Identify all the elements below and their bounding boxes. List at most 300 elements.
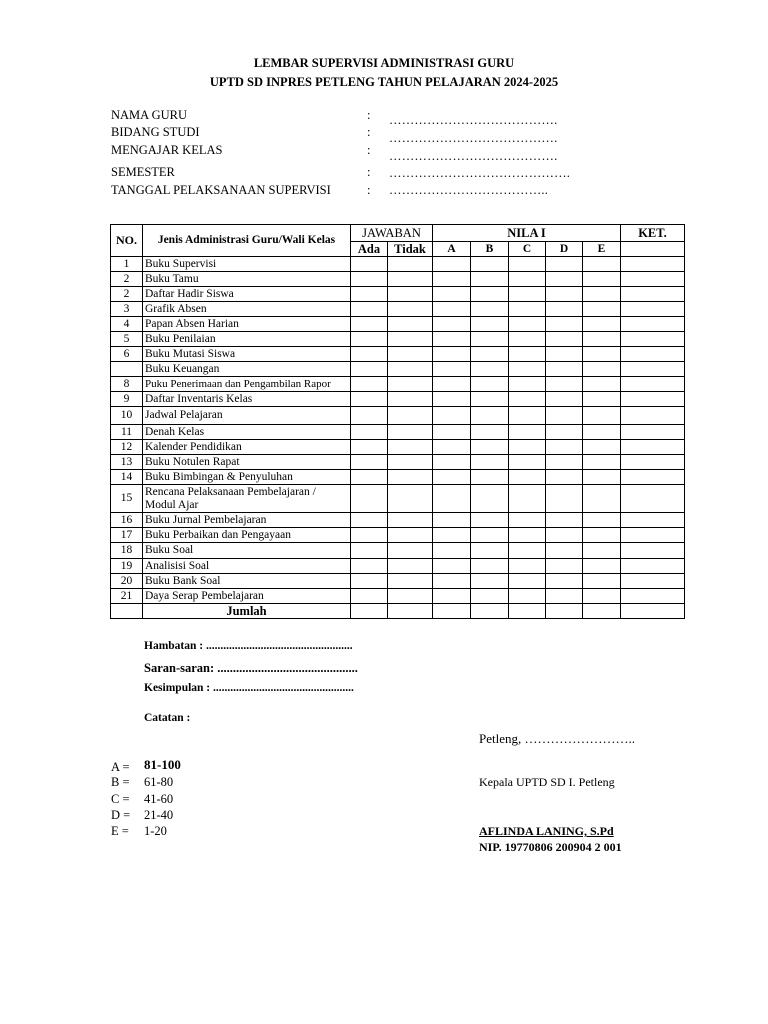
header-jawaban: JAWABAN bbox=[351, 225, 433, 242]
cell-tidak[interactable] bbox=[388, 559, 433, 574]
cell-e[interactable] bbox=[583, 332, 621, 347]
grade-d-range: 21-40 bbox=[144, 808, 174, 822]
total-cell-ada[interactable] bbox=[351, 604, 388, 619]
cell-e[interactable] bbox=[583, 287, 621, 302]
cell-ket[interactable] bbox=[621, 485, 685, 513]
grade-e-range: 1-20 bbox=[144, 824, 167, 838]
cell-tidak[interactable] bbox=[388, 272, 433, 287]
cell-a[interactable] bbox=[433, 485, 471, 513]
cell-ada[interactable] bbox=[351, 302, 388, 317]
cell-a[interactable] bbox=[433, 440, 471, 455]
cell-d[interactable] bbox=[546, 589, 583, 604]
cell-c[interactable] bbox=[509, 377, 546, 392]
cell-tidak[interactable] bbox=[388, 543, 433, 559]
table-row bbox=[111, 485, 685, 513]
table-row bbox=[111, 257, 685, 272]
cell-d[interactable] bbox=[546, 407, 583, 425]
cell-e[interactable] bbox=[583, 392, 621, 407]
row-number: 10 bbox=[111, 407, 143, 425]
cell-b[interactable] bbox=[471, 440, 509, 455]
mengajar-kelas-field[interactable]: …………………………………. bbox=[389, 149, 558, 163]
cell-e[interactable] bbox=[583, 470, 621, 485]
header-a: A bbox=[433, 242, 471, 257]
cell-c[interactable] bbox=[509, 332, 546, 347]
total-cell-ket[interactable] bbox=[621, 604, 685, 619]
row-item-label: Buku Tamu bbox=[143, 272, 351, 287]
row-item-label: Buku Perbaikan dan Pengayaan bbox=[143, 528, 351, 543]
cell-ket[interactable] bbox=[621, 287, 685, 302]
cell-b[interactable] bbox=[471, 317, 509, 332]
cell-d[interactable] bbox=[546, 332, 583, 347]
row-item-label: Grafik Absen bbox=[143, 302, 351, 317]
header-d: D bbox=[546, 242, 583, 257]
total-cell-c[interactable] bbox=[509, 604, 546, 619]
signatory-nip: NIP. 19770806 200904 2 001 bbox=[479, 840, 622, 854]
saran-line[interactable]: Saran-saran: ............................................. bbox=[144, 661, 358, 675]
row-number: 8 bbox=[111, 377, 143, 392]
bidang-studi-label: BIDANG STUDI bbox=[111, 125, 200, 139]
row-item-label: Daftar Inventaris Kelas bbox=[143, 392, 351, 407]
cell-ket[interactable] bbox=[621, 470, 685, 485]
cell-c[interactable] bbox=[509, 302, 546, 317]
cell-tidak[interactable] bbox=[388, 455, 433, 470]
cell-a[interactable] bbox=[433, 317, 471, 332]
cell-ada[interactable] bbox=[351, 362, 388, 377]
cell-a[interactable] bbox=[433, 257, 471, 272]
cell-c[interactable] bbox=[509, 272, 546, 287]
row-number: 15 bbox=[111, 485, 143, 513]
row-item-label: Buku Penilaian bbox=[143, 332, 351, 347]
cell-b[interactable] bbox=[471, 543, 509, 559]
cell-a[interactable] bbox=[433, 347, 471, 362]
row-item-label: Papan Absen Harian bbox=[143, 317, 351, 332]
table-row bbox=[111, 528, 685, 543]
total-blank bbox=[111, 604, 143, 619]
cell-e[interactable] bbox=[583, 513, 621, 528]
cell-e[interactable] bbox=[583, 257, 621, 272]
cell-tidak[interactable] bbox=[388, 332, 433, 347]
cell-c[interactable] bbox=[509, 513, 546, 528]
cell-ada[interactable] bbox=[351, 257, 388, 272]
cell-a[interactable] bbox=[433, 332, 471, 347]
cell-e[interactable] bbox=[583, 272, 621, 287]
cell-e[interactable] bbox=[583, 302, 621, 317]
cell-a[interactable] bbox=[433, 407, 471, 425]
row-item-label: Analisisi Soal bbox=[143, 559, 351, 574]
row-item-label: Buku Bimbingan & Penyuluhan bbox=[143, 470, 351, 485]
table-row bbox=[111, 317, 685, 332]
cell-b[interactable] bbox=[471, 589, 509, 604]
cell-a[interactable] bbox=[433, 377, 471, 392]
cell-b[interactable] bbox=[471, 559, 509, 574]
cell-e[interactable] bbox=[583, 543, 621, 559]
cell-ada[interactable] bbox=[351, 543, 388, 559]
row-number: 20 bbox=[111, 574, 143, 589]
cell-e[interactable] bbox=[583, 347, 621, 362]
cell-ada[interactable] bbox=[351, 528, 388, 543]
cell-d[interactable] bbox=[546, 440, 583, 455]
row-number: 2 bbox=[111, 272, 143, 287]
cell-d[interactable] bbox=[546, 574, 583, 589]
cell-ada[interactable] bbox=[351, 317, 388, 332]
cell-ket[interactable] bbox=[621, 257, 685, 272]
cell-a[interactable] bbox=[433, 470, 471, 485]
cell-tidak[interactable] bbox=[388, 425, 433, 440]
cell-c[interactable] bbox=[509, 317, 546, 332]
cell-b[interactable] bbox=[471, 332, 509, 347]
cell-b[interactable] bbox=[471, 455, 509, 470]
cell-e[interactable] bbox=[583, 440, 621, 455]
cell-a[interactable] bbox=[433, 574, 471, 589]
cell-ket[interactable] bbox=[621, 589, 685, 604]
row-number: 17 bbox=[111, 528, 143, 543]
row-item-label: Buku Notulen Rapat bbox=[143, 455, 351, 470]
grade-b-letter: B = bbox=[111, 775, 130, 789]
cell-d[interactable] bbox=[546, 347, 583, 362]
cell-ket[interactable] bbox=[621, 407, 685, 425]
cell-tidak[interactable] bbox=[388, 362, 433, 377]
cell-b[interactable] bbox=[471, 528, 509, 543]
mengajar-kelas-colon: : bbox=[367, 143, 371, 157]
header-ada: Ada bbox=[351, 242, 388, 257]
header-nilai: NILA I bbox=[433, 225, 621, 242]
cell-a[interactable] bbox=[433, 528, 471, 543]
cell-d[interactable] bbox=[546, 513, 583, 528]
cell-ket[interactable] bbox=[621, 377, 685, 392]
cell-b[interactable] bbox=[471, 287, 509, 302]
cell-b[interactable] bbox=[471, 362, 509, 377]
cell-c[interactable] bbox=[509, 407, 546, 425]
row-number: 1 bbox=[111, 257, 143, 272]
row-item-label: Daya Serap Pembelajaran bbox=[143, 589, 351, 604]
total-cell-b[interactable] bbox=[471, 604, 509, 619]
row-item-label: Buku Jurnal Pembelajaran bbox=[143, 513, 351, 528]
cell-b[interactable] bbox=[471, 347, 509, 362]
semester-field[interactable]: ……………………………………. bbox=[389, 166, 571, 180]
row-number: 13 bbox=[111, 455, 143, 470]
cell-d[interactable] bbox=[546, 528, 583, 543]
document-subtitle: UPTD SD INPRES PETLENG TAHUN PELAJARAN 2024-2025 bbox=[209, 75, 559, 89]
place-date[interactable]: Petleng, …………………….. bbox=[479, 731, 635, 746]
bidang-studi-colon: : bbox=[367, 125, 371, 139]
cell-ket[interactable] bbox=[621, 513, 685, 528]
cell-a[interactable] bbox=[433, 455, 471, 470]
grade-b-range: 61-80 bbox=[144, 775, 174, 789]
kesimpulan-line[interactable]: Kesimpulan : ................................................. bbox=[144, 682, 354, 694]
grade-c-letter: C = bbox=[111, 792, 130, 806]
row-number: 16 bbox=[111, 513, 143, 528]
cell-tidak[interactable] bbox=[388, 528, 433, 543]
cell-c[interactable] bbox=[509, 528, 546, 543]
table-row bbox=[111, 455, 685, 470]
table-row bbox=[111, 543, 685, 559]
cell-ket[interactable] bbox=[621, 559, 685, 574]
cell-ada[interactable] bbox=[351, 377, 388, 392]
signatory-name: AFLINDA LANING, S.Pd bbox=[479, 824, 614, 838]
cell-ket[interactable] bbox=[621, 302, 685, 317]
cell-tidak[interactable] bbox=[388, 470, 433, 485]
cell-c[interactable] bbox=[509, 257, 546, 272]
cell-ada[interactable] bbox=[351, 485, 388, 513]
cell-c[interactable] bbox=[509, 470, 546, 485]
total-label: Jumlah bbox=[143, 604, 351, 619]
hambatan-line[interactable]: Hambatan : ................................................... bbox=[144, 640, 353, 652]
cell-ket[interactable] bbox=[621, 574, 685, 589]
cell-tidak[interactable] bbox=[388, 513, 433, 528]
cell-ket[interactable] bbox=[621, 440, 685, 455]
grade-a-range: 81-100 bbox=[144, 757, 181, 772]
row-number bbox=[111, 362, 143, 377]
cell-ket[interactable] bbox=[621, 362, 685, 377]
cell-b[interactable] bbox=[471, 470, 509, 485]
cell-ada[interactable] bbox=[351, 347, 388, 362]
grade-e-letter: E = bbox=[111, 824, 129, 838]
cell-b[interactable] bbox=[471, 425, 509, 440]
table-row bbox=[111, 470, 685, 485]
cell-e[interactable] bbox=[583, 362, 621, 377]
cell-b[interactable] bbox=[471, 377, 509, 392]
grade-a-letter: A = bbox=[111, 760, 130, 774]
cell-e[interactable] bbox=[583, 589, 621, 604]
cell-tidak[interactable] bbox=[388, 257, 433, 272]
cell-ket[interactable] bbox=[621, 317, 685, 332]
row-number: 4 bbox=[111, 317, 143, 332]
cell-c[interactable] bbox=[509, 287, 546, 302]
row-item-label: Buku Keuangan bbox=[143, 362, 351, 377]
row-number: 9 bbox=[111, 392, 143, 407]
tanggal-colon: : bbox=[367, 183, 371, 197]
document-title: LEMBAR SUPERVISI ADMINISTRASI GURU bbox=[253, 56, 515, 70]
row-item-label: Rencana Pelaksanaan Pembelajaran / Modul Ajar bbox=[143, 485, 351, 513]
cell-c[interactable] bbox=[509, 455, 546, 470]
cell-tidak[interactable] bbox=[388, 392, 433, 407]
table-row bbox=[111, 287, 685, 302]
cell-ket[interactable] bbox=[621, 528, 685, 543]
row-item-label: Jadwal Pelajaran bbox=[143, 407, 351, 425]
row-number: 12 bbox=[111, 440, 143, 455]
table-row bbox=[111, 392, 685, 407]
row-item-label: Buku Soal bbox=[143, 543, 351, 559]
cell-a[interactable] bbox=[433, 272, 471, 287]
cell-a[interactable] bbox=[433, 513, 471, 528]
cell-b[interactable] bbox=[471, 302, 509, 317]
table-row bbox=[111, 559, 685, 574]
cell-ket[interactable] bbox=[621, 425, 685, 440]
cell-d[interactable] bbox=[546, 317, 583, 332]
cell-ada[interactable] bbox=[351, 407, 388, 425]
cell-tidak[interactable] bbox=[388, 574, 433, 589]
supervision-table bbox=[110, 224, 685, 619]
row-item-label: Daftar Hadir Siswa bbox=[143, 287, 351, 302]
semester-label: SEMESTER bbox=[111, 165, 175, 179]
cell-a[interactable] bbox=[433, 287, 471, 302]
cell-c[interactable] bbox=[509, 589, 546, 604]
grade-c-range: 41-60 bbox=[144, 792, 174, 806]
row-item-label: Denah Kelas bbox=[143, 425, 351, 440]
header-c: C bbox=[509, 242, 546, 257]
cell-ada[interactable] bbox=[351, 332, 388, 347]
row-number: 21 bbox=[111, 589, 143, 604]
total-cell-e[interactable] bbox=[583, 604, 621, 619]
cell-tidak[interactable] bbox=[388, 407, 433, 425]
total-row bbox=[111, 604, 685, 619]
table-row bbox=[111, 574, 685, 589]
cell-ada[interactable] bbox=[351, 559, 388, 574]
catatan-label: Catatan : bbox=[144, 712, 191, 724]
row-item-label: Buku Mutasi Siswa bbox=[143, 347, 351, 362]
cell-tidak[interactable] bbox=[388, 589, 433, 604]
cell-e[interactable] bbox=[583, 559, 621, 574]
tanggal-label: TANGGAL PELAKSANAAN SUPERVISI bbox=[111, 183, 331, 197]
row-item-label: Kalender Pendidikan bbox=[143, 440, 351, 455]
cell-d[interactable] bbox=[546, 392, 583, 407]
mengajar-kelas-label: MENGAJAR KELAS bbox=[111, 143, 223, 157]
header-jenis: Jenis Administrasi Guru/Wali Kelas bbox=[143, 225, 351, 257]
cell-b[interactable] bbox=[471, 257, 509, 272]
header-b: B bbox=[471, 242, 509, 257]
cell-ket[interactable] bbox=[621, 543, 685, 559]
cell-ket[interactable] bbox=[621, 455, 685, 470]
cell-d[interactable] bbox=[546, 455, 583, 470]
cell-ada[interactable] bbox=[351, 589, 388, 604]
cell-d[interactable] bbox=[546, 272, 583, 287]
cell-d[interactable] bbox=[546, 559, 583, 574]
nama-guru-field[interactable]: …………………………………. bbox=[389, 113, 558, 127]
cell-ada[interactable] bbox=[351, 513, 388, 528]
cell-tidak[interactable] bbox=[388, 377, 433, 392]
cell-ada[interactable] bbox=[351, 574, 388, 589]
cell-b[interactable] bbox=[471, 272, 509, 287]
cell-c[interactable] bbox=[509, 362, 546, 377]
row-number: 14 bbox=[111, 470, 143, 485]
cell-e[interactable] bbox=[583, 317, 621, 332]
cell-ket[interactable] bbox=[621, 272, 685, 287]
cell-b[interactable] bbox=[471, 392, 509, 407]
cell-d[interactable] bbox=[546, 287, 583, 302]
cell-d[interactable] bbox=[546, 362, 583, 377]
row-item-label: Buku Bank Soal bbox=[143, 574, 351, 589]
cell-ket[interactable] bbox=[621, 332, 685, 347]
header-ket-blank bbox=[621, 242, 685, 257]
table-row bbox=[111, 589, 685, 604]
signatory-position: Kepala UPTD SD I. Petleng bbox=[479, 775, 615, 789]
cell-ada[interactable] bbox=[351, 272, 388, 287]
header-no: NO. bbox=[111, 225, 143, 257]
cell-a[interactable] bbox=[433, 392, 471, 407]
cell-d[interactable] bbox=[546, 257, 583, 272]
cell-e[interactable] bbox=[583, 377, 621, 392]
cell-d[interactable] bbox=[546, 377, 583, 392]
cell-d[interactable] bbox=[546, 485, 583, 513]
nama-guru-colon: : bbox=[367, 108, 371, 122]
cell-c[interactable] bbox=[509, 485, 546, 513]
table-row bbox=[111, 332, 685, 347]
cell-d[interactable] bbox=[546, 425, 583, 440]
cell-ada[interactable] bbox=[351, 455, 388, 470]
row-number: 5 bbox=[111, 332, 143, 347]
cell-a[interactable] bbox=[433, 589, 471, 604]
cell-e[interactable] bbox=[583, 528, 621, 543]
total-cell-d[interactable] bbox=[546, 604, 583, 619]
table-row bbox=[111, 362, 685, 377]
cell-b[interactable] bbox=[471, 513, 509, 528]
grade-d-letter: D = bbox=[111, 808, 131, 822]
table-row bbox=[111, 425, 685, 440]
cell-e[interactable] bbox=[583, 425, 621, 440]
cell-tidak[interactable] bbox=[388, 287, 433, 302]
table-row bbox=[111, 377, 685, 392]
cell-tidak[interactable] bbox=[388, 302, 433, 317]
cell-ada[interactable] bbox=[351, 470, 388, 485]
cell-d[interactable] bbox=[546, 302, 583, 317]
cell-d[interactable] bbox=[546, 470, 583, 485]
cell-ada[interactable] bbox=[351, 287, 388, 302]
cell-c[interactable] bbox=[509, 440, 546, 455]
tanggal-field[interactable]: ……………………………….. bbox=[389, 183, 549, 197]
table-row bbox=[111, 347, 685, 362]
cell-c[interactable] bbox=[509, 347, 546, 362]
cell-d[interactable] bbox=[546, 543, 583, 559]
total-cell-a[interactable] bbox=[433, 604, 471, 619]
nama-guru-label: NAMA GURU bbox=[111, 108, 188, 122]
cell-a[interactable] bbox=[433, 543, 471, 559]
row-number: 11 bbox=[111, 425, 143, 440]
table-body bbox=[111, 257, 685, 619]
row-number: 2 bbox=[111, 287, 143, 302]
cell-a[interactable] bbox=[433, 362, 471, 377]
row-item-label: Buku Supervisi bbox=[143, 257, 351, 272]
row-item-label: Puku Penerimaan dan Pengambilan Rapor bbox=[143, 377, 351, 392]
header-ket: KET. bbox=[621, 225, 685, 242]
cell-e[interactable] bbox=[583, 574, 621, 589]
cell-tidak[interactable] bbox=[388, 485, 433, 513]
cell-a[interactable] bbox=[433, 302, 471, 317]
table-row bbox=[111, 440, 685, 455]
cell-e[interactable] bbox=[583, 455, 621, 470]
semester-colon: : bbox=[367, 165, 371, 179]
cell-b[interactable] bbox=[471, 574, 509, 589]
cell-b[interactable] bbox=[471, 407, 509, 425]
cell-e[interactable] bbox=[583, 407, 621, 425]
cell-e[interactable] bbox=[583, 485, 621, 513]
cell-a[interactable] bbox=[433, 425, 471, 440]
cell-tidak[interactable] bbox=[388, 347, 433, 362]
cell-ada[interactable] bbox=[351, 425, 388, 440]
cell-a[interactable] bbox=[433, 559, 471, 574]
header-e: E bbox=[583, 242, 621, 257]
cell-c[interactable] bbox=[509, 543, 546, 559]
cell-c[interactable] bbox=[509, 574, 546, 589]
cell-tidak[interactable] bbox=[388, 317, 433, 332]
cell-ada[interactable] bbox=[351, 440, 388, 455]
table-row bbox=[111, 272, 685, 287]
row-number: 6 bbox=[111, 347, 143, 362]
cell-b[interactable] bbox=[471, 485, 509, 513]
cell-ket[interactable] bbox=[621, 347, 685, 362]
table-row bbox=[111, 407, 685, 425]
total-cell-tidak[interactable] bbox=[388, 604, 433, 619]
row-number: 18 bbox=[111, 543, 143, 559]
bidang-studi-field[interactable]: …………………………………. bbox=[389, 131, 558, 145]
cell-tidak[interactable] bbox=[388, 440, 433, 455]
cell-ket[interactable] bbox=[621, 392, 685, 407]
table-row bbox=[111, 513, 685, 528]
cell-c[interactable] bbox=[509, 392, 546, 407]
cell-ada[interactable] bbox=[351, 392, 388, 407]
header-tidak: Tidak bbox=[388, 242, 433, 257]
cell-c[interactable] bbox=[509, 559, 546, 574]
cell-c[interactable] bbox=[509, 425, 546, 440]
